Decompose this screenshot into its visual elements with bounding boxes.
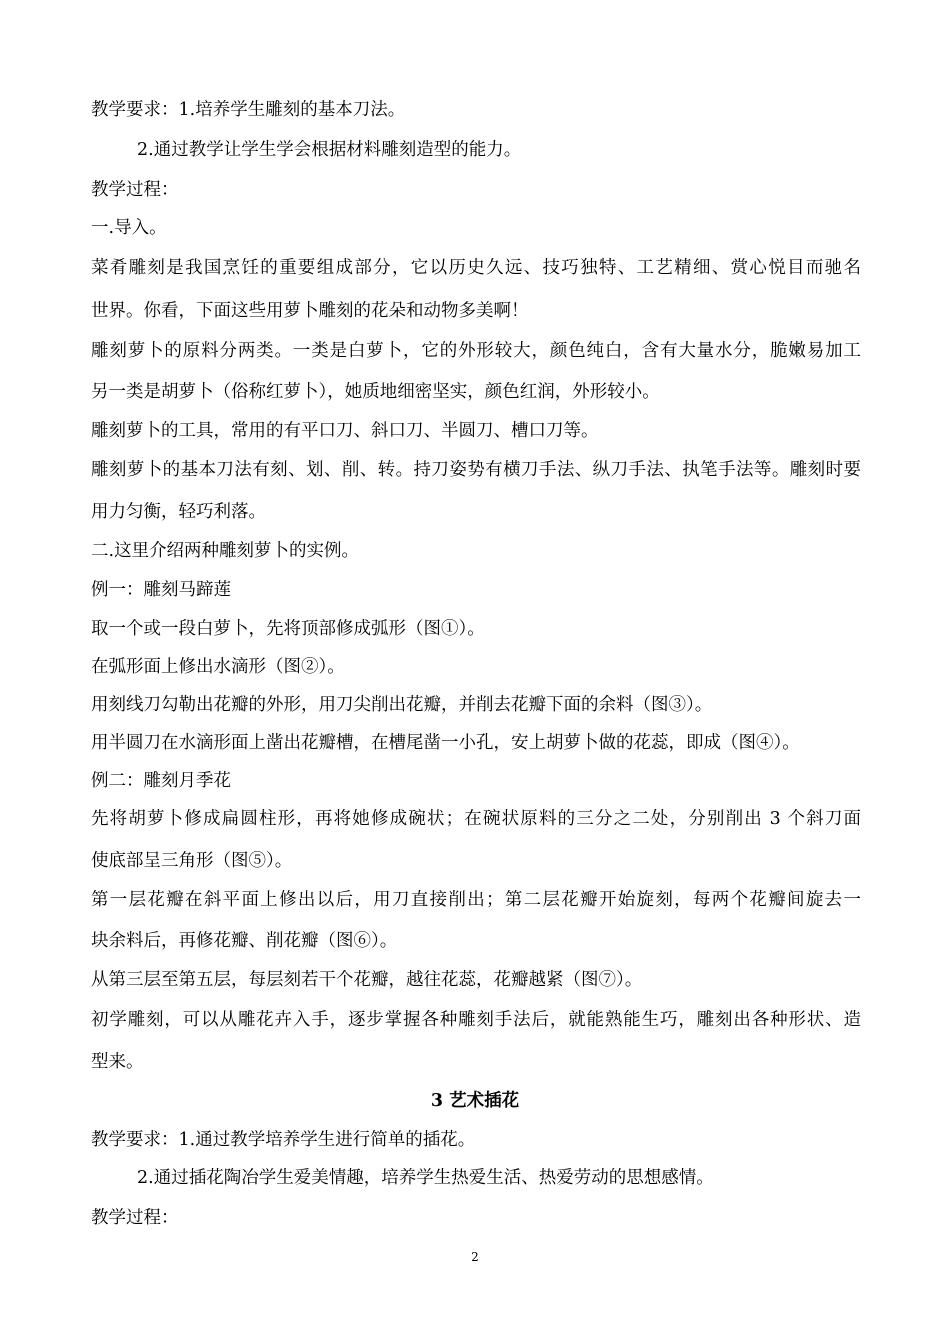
teaching-requirements-line-2: 2.通过教学让学生学会根据材料雕刻造型的能力。 <box>137 140 522 160</box>
paragraph-line: 另一类是胡萝卜（俗称红萝卜），她质地细密坚实，颜色红润，外形较小。 <box>91 382 660 402</box>
paragraph-line: 初学雕刻，可以从雕花卉入手，逐步掌握各种雕刻手法后，就能熟能生巧，雕刻出各种形状、造 <box>91 1010 861 1030</box>
paragraph-line: 菜肴雕刻是我国烹饪的重要组成部分，它以历史久远、技巧独特、工艺精细、赏心悦目而驰名 <box>91 258 861 278</box>
paragraph-line: 雕刻萝卜的基本刀法有刻、划、削、转。持刀姿势有横刀手法、纵刀手法、执笔手法等。雕刻时要 <box>91 460 861 480</box>
example-two-title: 例二：雕刻月季花 <box>91 771 231 791</box>
teaching-requirements-line-1: 教学要求：1.培养学生雕刻的基本刀法。 <box>91 100 406 120</box>
paragraph-line: 块余料后，再修花瓣、削花瓣（图⑥）。 <box>91 931 398 951</box>
teaching-process-heading: 教学过程： <box>91 1208 179 1228</box>
teaching-process-heading: 教学过程： <box>91 180 179 200</box>
teaching-requirements-line-1: 教学要求：1.通过教学培养学生进行简单的插花。 <box>91 1130 476 1150</box>
paragraph-line: 用半圆刀在水滴形面上凿出花瓣槽，在槽尾凿一小孔，安上胡萝卜做的花蕊，即成（图④）。 <box>91 733 800 753</box>
paragraph-line: 使底部呈三角形（图⑤）。 <box>91 851 293 871</box>
teaching-requirements-line-2: 2.通过插花陶冶学生爱美情趣，培养学生热爱生活、热爱劳动的思想感情。 <box>137 1168 714 1188</box>
paragraph-line: 取一个或一段白萝卜，先将顶部修成弧形（图①）。 <box>91 619 485 639</box>
paragraph-line: 型来。 <box>91 1052 144 1072</box>
paragraph-line: 雕刻萝卜的工具，常用的有平口刀、斜口刀、半圆刀、槽口刀等。 <box>91 421 599 441</box>
paragraph-line: 在弧形面上修出水滴形（图②）。 <box>91 657 345 677</box>
page-number: 2 <box>471 1250 479 1264</box>
paragraph-line: 用力匀衡，轻巧利落。 <box>91 502 266 522</box>
paragraph-line: 先将胡萝卜修成扁圆柱形，再将她修成碗状；在碗状原料的三分之二处，分别削出 3 个斜刀面 <box>91 809 861 829</box>
paragraph-line: 雕刻萝卜的原料分两类。一类是白萝卜，它的外形较大，颜色纯白，含有大量水分，脆嫩易加工 <box>91 341 861 361</box>
paragraph-line: 世界。你看，下面这些用萝卜雕刻的花朵和动物多美啊！ <box>91 301 529 321</box>
paragraph-line: 用刻线刀勾勒出花瓣的外形，用刀尖削出花瓣，并削去花瓣下面的余料（图③）。 <box>91 695 713 715</box>
section-title: 3 艺术插花 <box>430 1091 520 1111</box>
section-one-heading: 一.导入。 <box>91 218 167 238</box>
paragraph-line: 从第三层至第五层，每层刻若干个花瓣，越往花蕊，花瓣越紧（图⑦）。 <box>91 970 643 990</box>
paragraph-line: 第一层花瓣在斜平面上修出以后，用刀直接削出；第二层花瓣开始旋刻，每两个花瓣间旋去一 <box>91 890 861 910</box>
example-one-title: 例一：雕刻马蹄莲 <box>91 580 231 600</box>
section-two-heading: 二.这里介绍两种雕刻萝卜的实例。 <box>91 541 360 561</box>
